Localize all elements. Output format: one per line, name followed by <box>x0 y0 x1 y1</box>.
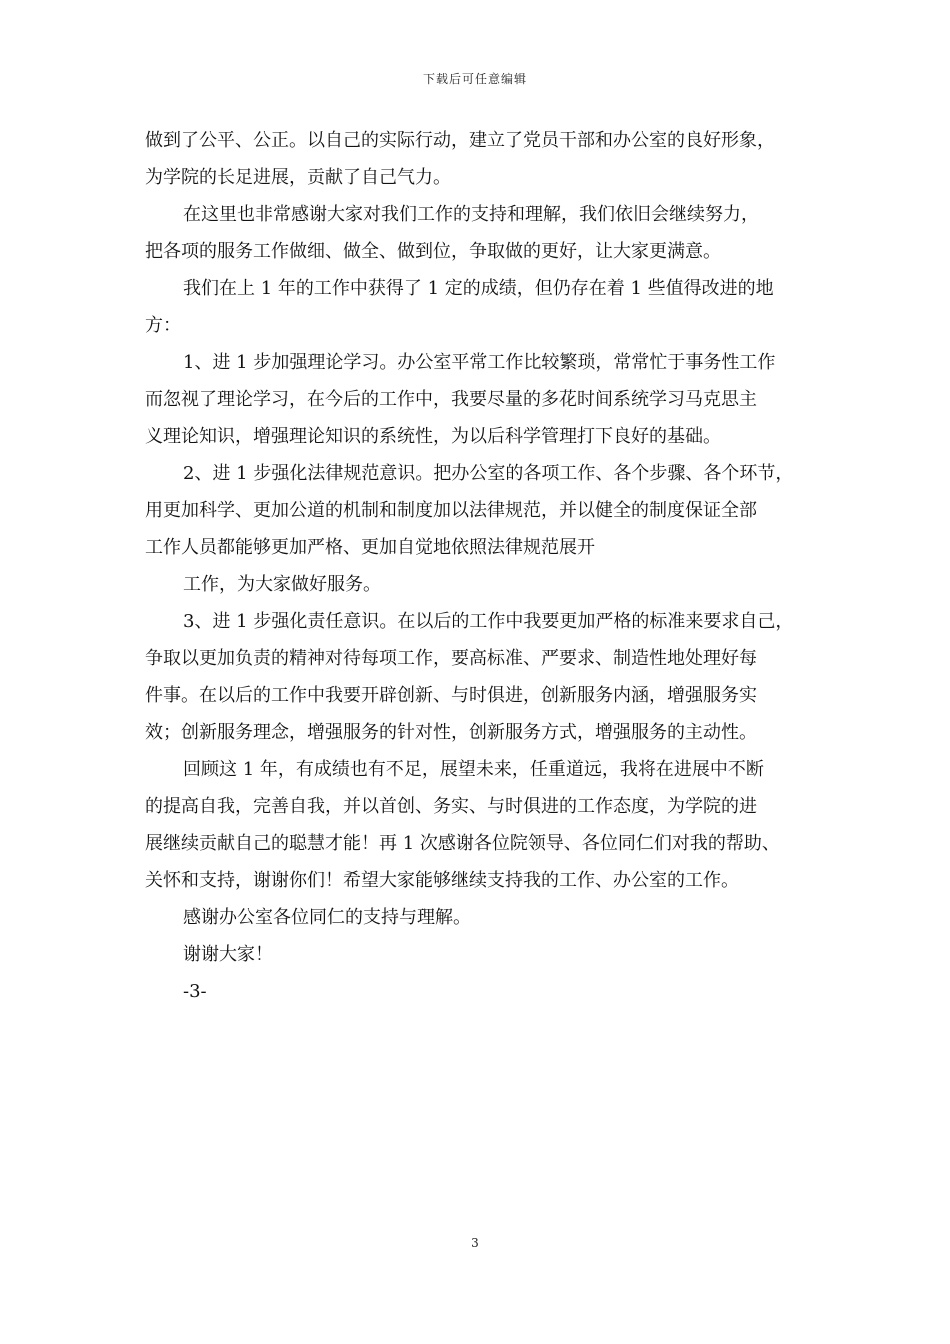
text-line: 谢谢大家！ <box>183 944 273 965</box>
text-line: 展继续贡献自己的聪慧才能！再 1 次感谢各位院领导、各位同仁们对我的帮助、 <box>145 833 780 854</box>
text-line: 回顾这 1 年，有成绩也有不足，展望未来，任重道远，我将在进展中不断 <box>183 759 764 780</box>
text-line: 的提高自我，完善自我，并以首创、务实、与时俱进的工作态度，为学院的进 <box>145 796 757 817</box>
text-line: 工作，为大家做好服务。 <box>183 574 381 595</box>
text-line: 而忽视了理论学习，在今后的工作中，我要尽量的多花时间系统学习马克思主 <box>145 389 757 410</box>
inline-page-marker: -3- <box>183 981 207 1002</box>
text-line: 件事。在以后的工作中我要开辟创新、与时俱进，创新服务内涵，增强服务实 <box>145 685 757 706</box>
text-line: 感谢办公室各位同仁的支持与理解。 <box>183 907 471 928</box>
text-line: 我们在上 1 年的工作中获得了 1 定的成绩，但仍存在着 1 些值得改进的地 <box>183 278 774 299</box>
text-line: 为学院的长足进展，贡献了自己气力。 <box>145 167 451 188</box>
text-line: 3、进 1 步强化责任意识。在以后的工作中我要更加严格的标准来要求自己， <box>183 611 794 632</box>
text-line: 2、进 1 步强化法律规范意识。把办公室的各项工作、各个步骤、各个环节， <box>183 463 794 484</box>
text-line: 方： <box>145 315 181 336</box>
text-line: 用更加科学、更加公道的机制和制度加以法律规范，并以健全的制度保证全部 <box>145 500 757 521</box>
document-body <box>145 122 825 1010</box>
text-line: 义理论知识，增强理论知识的系统性，为以后科学管理打下良好的基础。 <box>145 426 721 447</box>
text-line: 把各项的服务工作做细、做全、做到位，争取做的更好，让大家更满意。 <box>145 241 721 262</box>
text-line: 1、进 1 步加强理论学习。办公室平常工作比较繁琐，常常忙于事务性工作 <box>183 352 776 373</box>
text-line: 效；创新服务理念，增强服务的针对性，创新服务方式，增强服务的主动性。 <box>145 722 757 743</box>
text-line: 关怀和支持，谢谢你们！希望大家能够继续支持我的工作、办公室的工作。 <box>145 870 739 891</box>
page-number: 3 <box>471 1236 479 1250</box>
text-line: 工作人员都能够更加严格、更加自觉地依照法律规范展开 <box>145 537 595 558</box>
text-line: 在这里也非常感谢大家对我们工作的支持和理解，我们依旧会继续努力， <box>183 204 759 225</box>
text-line: 做到了公平、公正。以自己的实际行动，建立了党员干部和办公室的良好形象， <box>145 130 775 151</box>
page-header-note: 下载后可任意编辑 <box>422 72 527 86</box>
text-line: 争取以更加负责的精神对待每项工作，要高标准、严要求、制造性地处理好每 <box>145 648 757 669</box>
